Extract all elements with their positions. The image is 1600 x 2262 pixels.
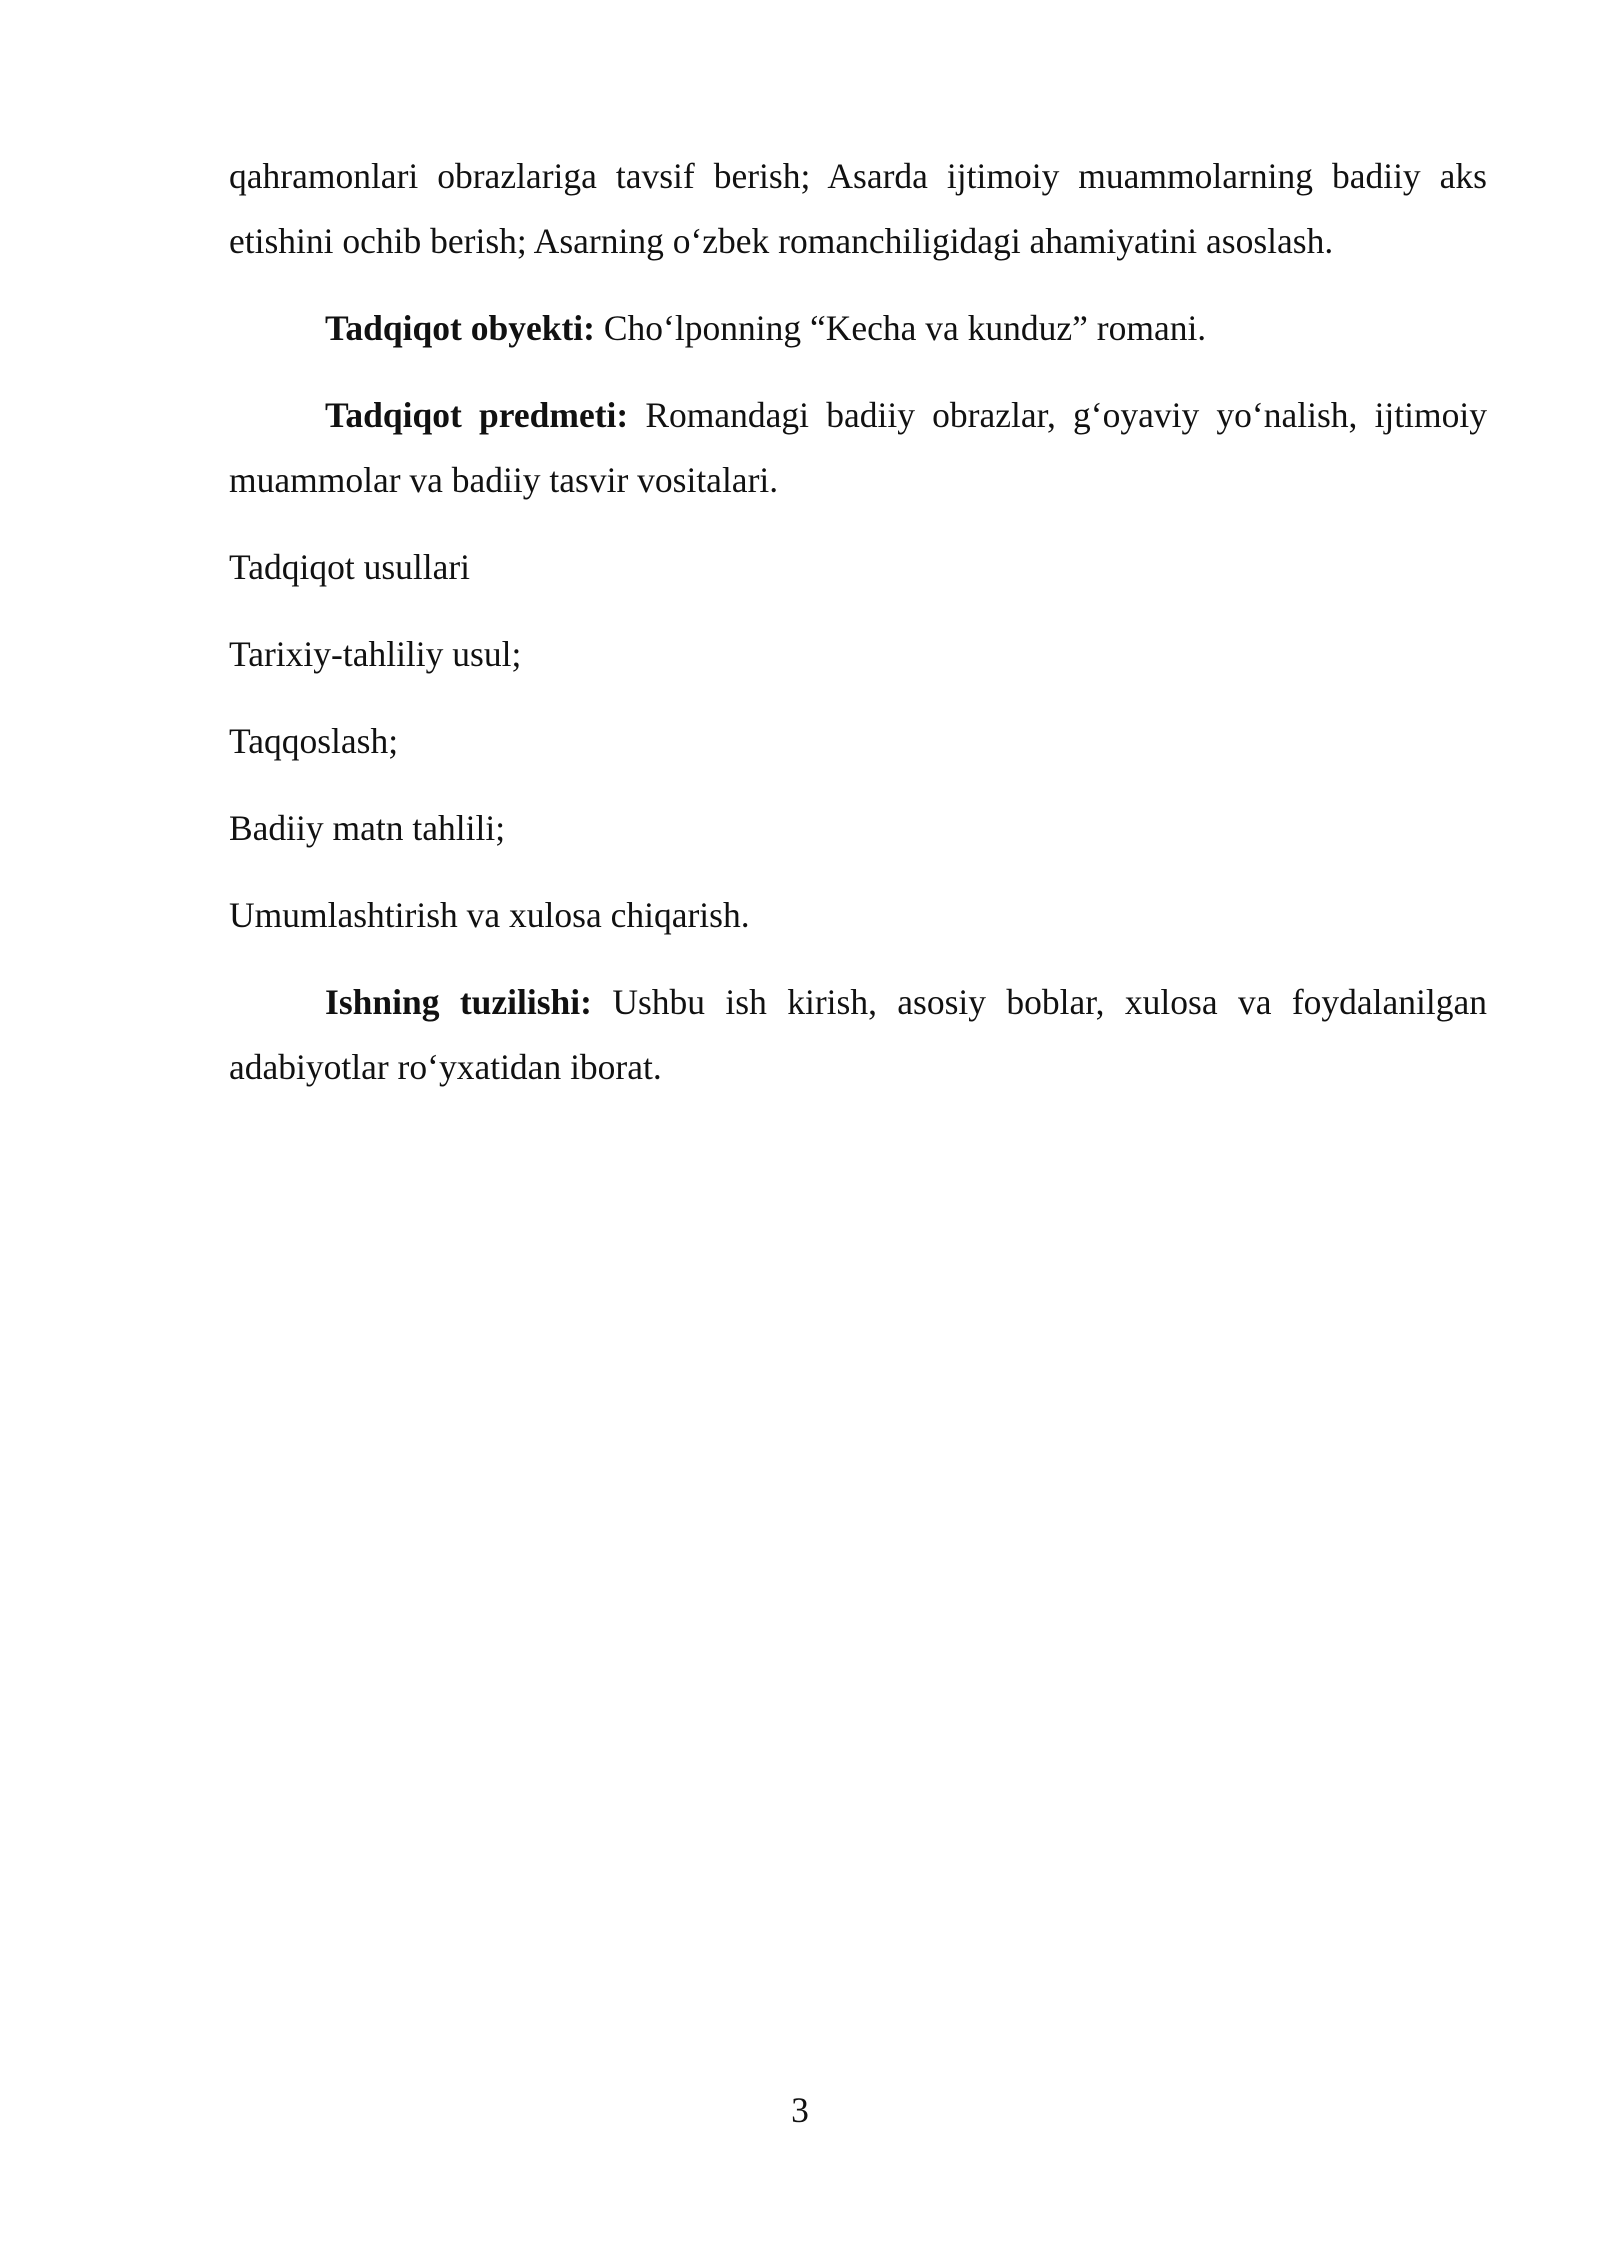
method-item: Tarixiy-tahliliy usul; [229,634,522,674]
page-number: 3 [791,2090,809,2130]
research-subject-label: Tadqiqot predmeti: [325,395,629,435]
work-structure-label: Ishning tuzilishi: [325,982,592,1022]
methods-heading: Tadqiqot usullari [229,547,471,587]
work-structure-paragraph [229,970,1487,1100]
method-item: Umumlashtirish va xulosa chiqarish. [229,895,750,935]
research-subject-text: Romandagi badiiy obrazlar, g‘oyaviy yo‘nalish, ijtimoiy muammolar va badiiy tasvir vositalari. [229,395,1487,500]
research-object-label: Tadqiqot obyekti: [325,308,595,348]
intro-paragraph [229,144,1487,274]
page-content [229,144,1487,1122]
research-object-text: Cho‘lponning “Kecha va kunduz” romani. [594,308,1207,348]
research-object-paragraph [229,296,1487,361]
intro-text: qahramonlari obrazlariga tavsif berish; Asarda ijtimoiy muammolarning badiiy aks etishini ochib berish; Asarning o‘zbek romanchiligidagi ahamiyatini asoslash. [229,156,1487,261]
work-structure-text: Ushbu ish kirish, asosiy boblar, xulosa va foydalanilgan adabiyotlar ro‘yxatidan iborat. [229,982,1487,1087]
research-subject-paragraph [229,383,1487,513]
method-item: Taqqoslash; [229,721,399,761]
method-item: Badiiy matn tahlili; [229,808,506,848]
